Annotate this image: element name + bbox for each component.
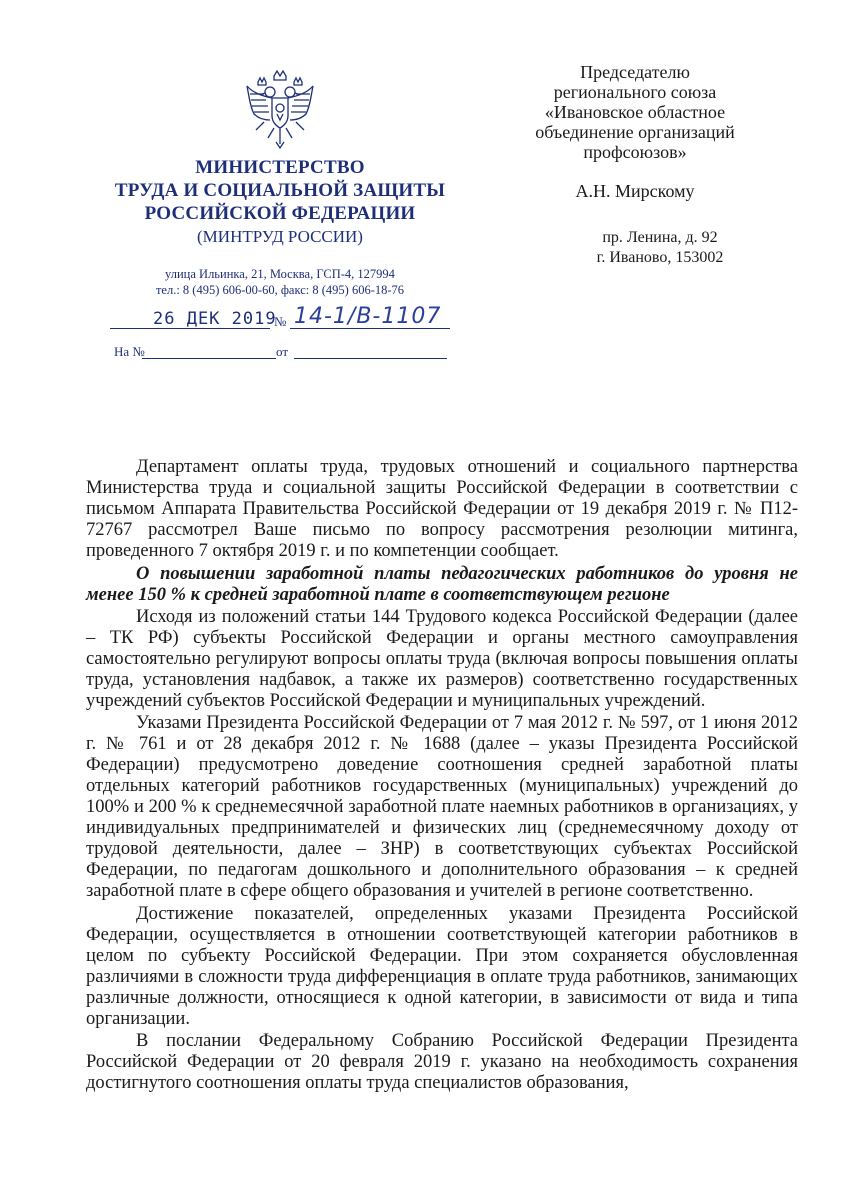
ministry-phone: тел.: 8 (495) 606-00-60, факс: 8 (495) 606-18-76 bbox=[155, 283, 405, 297]
date-underline bbox=[110, 328, 270, 329]
addressee-title-line: профсоюзов» bbox=[583, 142, 687, 162]
ministry-abbreviation: (МИНТРУД РОССИИ) bbox=[197, 227, 363, 246]
reply-number-label: На № bbox=[114, 344, 145, 359]
registration-date-stamp: 26 ДЕК 2019 bbox=[153, 309, 277, 329]
ministry-name-block bbox=[100, 156, 460, 248]
reply-reference-line bbox=[114, 340, 464, 362]
addressee-block bbox=[505, 62, 765, 201]
coat-of-arms-emblem bbox=[244, 68, 316, 152]
reply-number-underline bbox=[142, 358, 276, 359]
addressee-title-line: объединение организаций bbox=[535, 122, 735, 142]
body-paragraph: Департамент оплаты труда, трудовых отношений и социального партнерства Министерства труда и социальной защиты Российской Федерации в соответствии с письмом Аппарата Правительства Российской Федерации от 19 декабря 2019 г. № П12-72767 рассмотрел Ваше письмо по вопросу рассмотрения резолюции митинга, проведенного 7 октября 2019 г. и по компетенции сообщает. bbox=[86, 457, 798, 561]
ministry-address: улица Ильинка, 21, Москва, ГСП-4, 127994 bbox=[165, 267, 395, 281]
ministry-name-line: МИНИСТЕРСТВО bbox=[195, 157, 365, 178]
ministry-name-line: РОССИЙСКОЙ ФЕДЕРАЦИИ bbox=[144, 203, 416, 224]
addressee-title-line: Председателю bbox=[580, 62, 690, 82]
number-sign-label: № bbox=[274, 314, 287, 329]
ministry-name-line: ТРУДА И СОЦИАЛЬНОЙ ЗАЩИТЫ bbox=[114, 180, 446, 201]
body-paragraph: В послании Федеральному Собранию Российской Федерации Президента Российской Федерации от 20 февраля 2019 г. указано на необходимость сохранения достигнутого соотношения оплаты труда специалистов образования, bbox=[86, 1031, 798, 1093]
addressee-street: пр. Ленина, д. 92 bbox=[602, 229, 718, 246]
addressee-address bbox=[560, 228, 760, 268]
body-paragraph: Указами Президента Российской Федерации от 7 мая 2012 г. № 597, от 1 июня 2012 г. № 761 и от 28 декабря 2012 г. № 1688 (далее – указы Президента Российской Федерации) предусмотрено доведение соотношения средней заработной платы отдельных категорий работников государственных (муниципальных) учреждений до 100% и 200 % к среднемесячной заработной плате наемных работников в организациях, у индивидуальных предпринимателей и физических лиц (среднемесячному доходу от трудовой деятельности, далее – ЗНР) в соответствующих субъектах Российской Федерации, по педагогам дошкольного и дополнительного образования – к средней заработной плате в сфере общего образования и учителей в регионе соответственно. bbox=[86, 713, 798, 901]
section-heading: О повышении заработной платы педагогических работников до уровня не менее 150 % к средней заработной плате в соответствующем регионе bbox=[86, 563, 798, 605]
reply-date-underline bbox=[294, 358, 447, 359]
body-paragraph: Достижение показателей, определенных указами Президента Российской Федерации, осуществляется в отношении соответствующей категории работников в целом по субъекту Российской Федерации. При этом сохраняется обусловленная различиями в сложности труда дифференциация в оплате труда работников, занимающих различные должности, относящиеся к одной категории, в зависимости от вида и типа организации. bbox=[86, 903, 798, 1029]
letter-body bbox=[86, 457, 798, 1096]
registration-number: 14-1/В-1107 bbox=[294, 304, 442, 329]
reply-date-label: от bbox=[276, 344, 289, 359]
registration-line bbox=[110, 306, 460, 332]
addressee-name: А.Н. Мирскому bbox=[575, 181, 695, 201]
ministry-contacts bbox=[100, 266, 460, 298]
number-underline bbox=[290, 328, 450, 329]
addressee-city: г. Иваново, 153002 bbox=[596, 249, 724, 266]
addressee-title-line: регионального союза bbox=[553, 82, 717, 102]
addressee-title-line: «Ивановское областное bbox=[544, 102, 726, 122]
body-paragraph: Исходя из положений статьи 144 Трудового кодекса Российской Федерации (далее – ТК РФ) субъекты Российской Федерации и органы местного самоуправления самостоятельно регулируют вопросы оплаты труда (включая вопросы повышения оплаты труда, установления надбавок, а также их размеров) соответственно государственных учреждений субъектов Российской Федерации и муниципальных учреждений. bbox=[86, 606, 798, 711]
